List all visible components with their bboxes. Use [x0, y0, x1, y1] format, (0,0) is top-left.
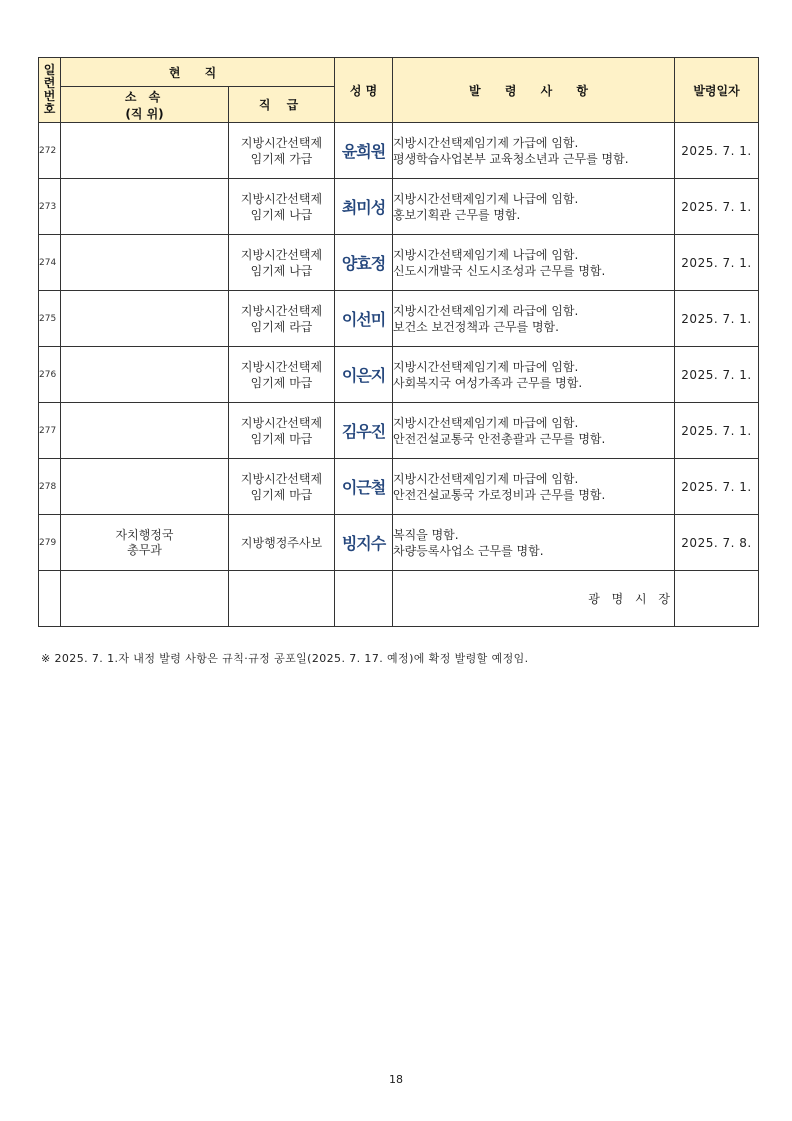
- row-grade: [229, 123, 335, 179]
- row-person-name: 양효정: [335, 235, 393, 291]
- header-affiliation: [61, 87, 229, 123]
- row-date: 2025. 7. 1.: [675, 347, 759, 403]
- footnote: ※ 2025. 7. 1.자 내정 발령 사항은 규칙·규정 공포일(2025. 7. 17. 예정)에 확정 발령할 예정임.: [41, 652, 529, 665]
- row-affiliation-line2: 총무과: [127, 542, 162, 557]
- row-grade-line2: 임기제 가급: [250, 151, 313, 166]
- table-row: [39, 347, 759, 403]
- row-grade: [229, 291, 335, 347]
- row-grade-line2: 임기제 마급: [250, 375, 313, 390]
- row-date: 2025. 7. 1.: [675, 235, 759, 291]
- row-grade-line1: 지방시간선택제: [240, 303, 323, 318]
- personnel-order-table: [38, 57, 759, 627]
- row-order-line1: 지방시간선택제임기제 마급에 임함.: [393, 359, 579, 374]
- row-date: 2025. 7. 1.: [675, 291, 759, 347]
- signature-row: [39, 571, 759, 627]
- header-affiliation-label: 소 속: [124, 89, 165, 104]
- row-grade: [229, 347, 335, 403]
- row-affiliation: [61, 403, 229, 459]
- row-order: [393, 235, 675, 291]
- row-order-line2: 보건소 보건정책과 근무를 명함.: [393, 319, 559, 334]
- row-grade-line2: 임기제 마급: [250, 431, 313, 446]
- row-date: 2025. 7. 1.: [675, 123, 759, 179]
- table-row: [39, 515, 759, 571]
- row-order-line1: 지방시간선택제임기제 가급에 임함.: [393, 135, 579, 150]
- header-current-position: 현 직: [61, 58, 335, 87]
- table-row: [39, 123, 759, 179]
- row-grade: [229, 459, 335, 515]
- row-order: [393, 347, 675, 403]
- signature-row-empty-affil: [61, 571, 229, 627]
- signature-row-empty-grade: [229, 571, 335, 627]
- row-number: 274: [39, 235, 61, 291]
- row-grade-line2: 임기제 마급: [250, 487, 313, 502]
- page-number: 18: [389, 1073, 403, 1086]
- row-order: [393, 403, 675, 459]
- header-date: 발령일자: [675, 58, 759, 123]
- row-order-line2: 차량등록사업소 근무를 명함.: [393, 543, 544, 558]
- signature-mayor: 광 명 시 장: [393, 571, 675, 627]
- table-body: [39, 123, 759, 571]
- row-order-line2: 사회복지국 여성가족과 근무를 명함.: [393, 375, 583, 390]
- row-grade-line2: 임기제 나급: [250, 263, 313, 278]
- header-name: 성 명: [335, 58, 393, 123]
- row-order-line2: 홍보기획관 근무를 명함.: [393, 207, 521, 222]
- row-order-line1: 지방시간선택제임기제 라급에 임함.: [393, 303, 579, 318]
- row-order-line2: 평생학습사업본부 교육청소년과 근무를 명함.: [393, 151, 629, 166]
- row-number: 272: [39, 123, 61, 179]
- row-number: 277: [39, 403, 61, 459]
- row-grade: [229, 235, 335, 291]
- row-order-line1: 복직을 명함.: [393, 527, 459, 542]
- row-affiliation: [61, 179, 229, 235]
- table-row: [39, 403, 759, 459]
- row-number: 276: [39, 347, 61, 403]
- row-order: [393, 123, 675, 179]
- row-person-name: 김우진: [335, 403, 393, 459]
- row-date: 2025. 7. 1.: [675, 459, 759, 515]
- row-order-line1: 지방시간선택제임기제 나급에 임함.: [393, 191, 579, 206]
- table-row: [39, 291, 759, 347]
- signature-row-empty-name: [335, 571, 393, 627]
- row-affiliation: [61, 515, 229, 571]
- row-person-name: 윤희원: [335, 123, 393, 179]
- header-order: 발 령 사 항: [393, 58, 675, 123]
- row-person-name: 이선미: [335, 291, 393, 347]
- row-grade-line1: 지방시간선택제: [240, 415, 323, 430]
- row-order: [393, 291, 675, 347]
- row-grade-line1: 지방시간선택제: [240, 135, 323, 150]
- row-person-name: 이은지: [335, 347, 393, 403]
- row-affiliation-line1: 자치행정국: [115, 527, 174, 542]
- row-order-line2: 안전건설교통국 안전총괄과 근무를 명함.: [393, 431, 606, 446]
- row-grade-line1: 지방시간선택제: [240, 359, 323, 374]
- row-date: 2025. 7. 8.: [675, 515, 759, 571]
- row-order: [393, 459, 675, 515]
- row-grade: [229, 515, 335, 571]
- signature-row-empty-date: [675, 571, 759, 627]
- table-row: [39, 235, 759, 291]
- row-order-line2: 신도시개발국 신도시조성과 근무를 명함.: [393, 263, 606, 278]
- row-number: 275: [39, 291, 61, 347]
- row-order-line1: 지방시간선택제임기제 나급에 임함.: [393, 247, 579, 262]
- row-grade-line1: 지방시간선택제: [240, 471, 323, 486]
- row-grade-line1: 지방시간선택제: [240, 191, 323, 206]
- header-grade: 직 급: [229, 87, 335, 123]
- table-row: [39, 179, 759, 235]
- row-affiliation: [61, 235, 229, 291]
- row-order: [393, 179, 675, 235]
- row-affiliation: [61, 123, 229, 179]
- row-affiliation: [61, 291, 229, 347]
- row-order-line2: 안전건설교통국 가로정비과 근무를 명함.: [393, 487, 606, 502]
- header-serial-number: 일 련 번 호: [39, 58, 61, 123]
- row-person-name: 최미성: [335, 179, 393, 235]
- row-number: 278: [39, 459, 61, 515]
- header-affiliation-sub: (직 위): [125, 106, 164, 121]
- row-grade-line1: 지방행정주사보: [240, 535, 323, 550]
- row-date: 2025. 7. 1.: [675, 403, 759, 459]
- row-affiliation: [61, 347, 229, 403]
- row-affiliation: [61, 459, 229, 515]
- row-grade: [229, 403, 335, 459]
- row-grade-line2: 임기제 나급: [250, 207, 313, 222]
- row-grade-line2: 임기제 라급: [250, 319, 313, 334]
- row-order: [393, 515, 675, 571]
- signature-row-empty-no: [39, 571, 61, 627]
- row-order-line1: 지방시간선택제임기제 마급에 임함.: [393, 415, 579, 430]
- row-number: 279: [39, 515, 61, 571]
- row-person-name: 빙지수: [335, 515, 393, 571]
- row-grade-line1: 지방시간선택제: [240, 247, 323, 262]
- table-row: [39, 459, 759, 515]
- row-person-name: 이근철: [335, 459, 393, 515]
- row-grade: [229, 179, 335, 235]
- row-number: 273: [39, 179, 61, 235]
- row-date: 2025. 7. 1.: [675, 179, 759, 235]
- row-order-line1: 지방시간선택제임기제 마급에 임함.: [393, 471, 579, 486]
